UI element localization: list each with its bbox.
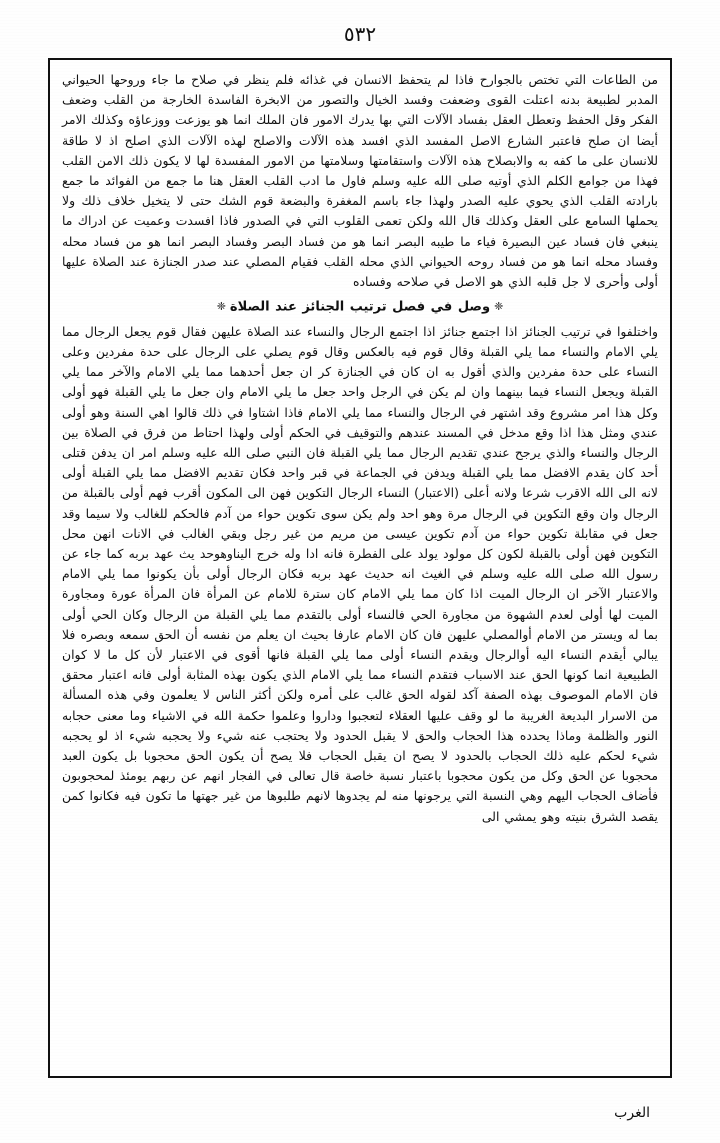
text-frame (48, 58, 672, 1078)
body-text (62, 70, 658, 827)
page-number: ٥٣٢ (343, 22, 377, 46)
ornament-right-icon: ❈ (494, 300, 504, 314)
catchword: الغرب (614, 1105, 650, 1121)
paragraph-2: واختلفوا في ترتيب الجنائز اذا اجتمع جنائز اذا اجتمع الرجال والنساء عند الصلاة عليهن فقال قوم يجعل الرجال مما يلي الامام والنساء مما يلي القبلة وقال قوم فيه بالعكس وقال قوم يصلي على الرجال على حدة مفردين وعلى النساء على حدة مفردين والذي أقول به ان كان في الجنازة كر ان جعل أحدهما مما يلي الامام والآخر مما يلي القبلة ويجعل النساء فيما بينهما وان لم يكن في الرجل واحد جعل ما يلي الامام وان جعل ما يلي القبلة فهو أولى وكل هذا امر مشروع وقد اشتهر في الرجال والنساء مما يلي الامام فاذا اشتاوا في ذلك قالوا اهي السنة وهو أولى عندي ومثل هذا اذا وقع مدخل في المسند عندهم والتوقيف في الحكم أولى ولهذا احتاط من فرق في الصلاة بين الرجال والنساء والذي يرجح عندي تقديم الرجال مما يلي القبلة فان النبي صلى الله عليه وسلم امر ان يدفن قتلى أحد كان يقدم الافضل مما يلي القبلة ويدفن في الجماعة في قبر واحد فكان تقديم الافضل مما يلي القبلة أولى لانه الى الله الاقرب شرعا ولانه أعلى (الاعتبار) النساء الرجال التكوين فهن الى المكون أقرب فهم أولى بالقبلة من الرجال وان وقع التكوين في الرجال مرة وهو احد ولم يكن سوى تكوين حواء من آدم فالحكم للغالب ولا سيما وقد جعل في مقابلة تكوين حواء من آدم تكوين عيسى من مريم من غير رجل وبقي الغالب في الانات انهن محل التكوين فهن أولى بالقبلة لكون كل مولود يولد على الفطرة فانه ادا وله خرج اليناوهوحد يث عهد بربه كما جاء عن رسول الله صلى الله عليه وسلم في الغيث انه حديث عهد بربه فكان الرجال أولى بأن يكونوا مما يلي الامام والاعتبار الآخر ان الرجال الميت اذا كان مما يلي الامام كان سترة للامام عن المرأة فان المرأة عورة ومجاورة الميت لها أولى لعدم الشهوة من مجاورة الحي فالنساء أولى بالتقدم مما يلي القبلة من الرجال وكان الحي أولى بما له ويستر من الامام أوالمصلي عليهن فان كان الامام عارفا بحيث ان يعلم من نفسه أن الحق سمعه وبصره فلا يبالي أيقدم النساء اليه أوالرجال ويقدم النساء أولى مما يلي القبلة فانها أقوى في الاعتبار لأن كل ما لا كوان الطبيعية انما كونها الحق عند الاسباب فتقدم النساء مما يلي الامام الذي يكون بهذه المثابة أولى فانه اعتبار محقق فان الامام الموصوف بهذه الصفة آكد لقوله الحق غالب على أمره ولكن أكثر الناس لا يعلمون وفي هذه المسألة من الاسرار البديعة الغريبة ما لو وقف عليها العقلاء لتعجبوا وداروا وعلموا حكمة الله في الاشياء وما معنى حجابه النور والظلمة وماذا يحدده هذا الحجاب والحق لا يقبل الحدود ولا يحتجب عنه شيء ولا يحجبه شيء اذ لو يحجبه شيء لحكم عليه ذلك الحجاب بالحدود لا يصح ان يقبل الحجاب فلا يصح أن يكون الحق محجوبا بل يكون العبد محجوبا عن الحق وكل من يكون محجوبا باعتبار نسبة خاصة قال تعالى في الفجار انهم عن ربهم يومئذ لمحجوبون فأضاف الحجاب اليهم وهي النسبة التي يرجونها منه لم يجدوها لانهم طلبوها من غير جهتها ما تكون فيه فكانوا كمن يقصد الشرق بنيته وهو يمشي الى (62, 323, 658, 824)
ornament-left-icon: ❈ (216, 300, 226, 314)
section-heading-text: وصل في فصل ترتيب الجنائز عند الصلاة (229, 299, 491, 315)
section-heading (62, 295, 658, 320)
paragraph-1: من الطاعات التي تختص بالجوارح فاذا لم يتحفظ الانسان في غذائه فلم ينظر في صلاح ما جاء وروحها الحيواني المدبر لطبيعة بدنه اعتلت القوى وضعفت وفسد الخيال والتصور من الابخرة الفاسدة الخارجة من القلب وضعف الفكر وقل الحفظ وتعطل العقل بفساد الآلات التي بها يدرك الامور فان الملك انما هو يوزعت ووزعاؤه وكذلك الامر أيضا ان صلح فاعتبر الشارع الاصل المفسد الذي افسد هذه الآلات والاصلح لهذه الآلات الذي اصلح اذ لا طاقة للانسان على ما كفه به والابصلاح هذه الآلات واستقامتها وسلامتها من الامور المفسدة لها لا يكون ذلك الامن القلب فهذا من جوامع الكلم الذي أوتيه صلى الله عليه وسلم فاول ما ادب القلب العقل هنا ما جمع من الفوائد ما جمع بارادته القلب الذي يحوي عليه الصدر ولهذا جاء باسم المغفرة والبضعة قوم الشك حتى لا يتخيل خلاف ذلك ولا يحملها السامع على العقل وكذلك قال الله ولكن تعمى القلوب التي في الصدور فاذا افسدت وعميت عن ادراك ما ينبغي فان فساد عين البصيرة فياء ما طيبه البصر انما هو من فساد البصر وفساد البصر انما هو من فساد محله وفساد محله انما هو من فساد روحه الحيواني الذي محله القلب فقيام المصلي عند صدر الجنازة عند الصلاة عليها أولى وأحرى لا جل قلبه الذي هو الاصل في صلاحه وفساده (62, 72, 658, 290)
